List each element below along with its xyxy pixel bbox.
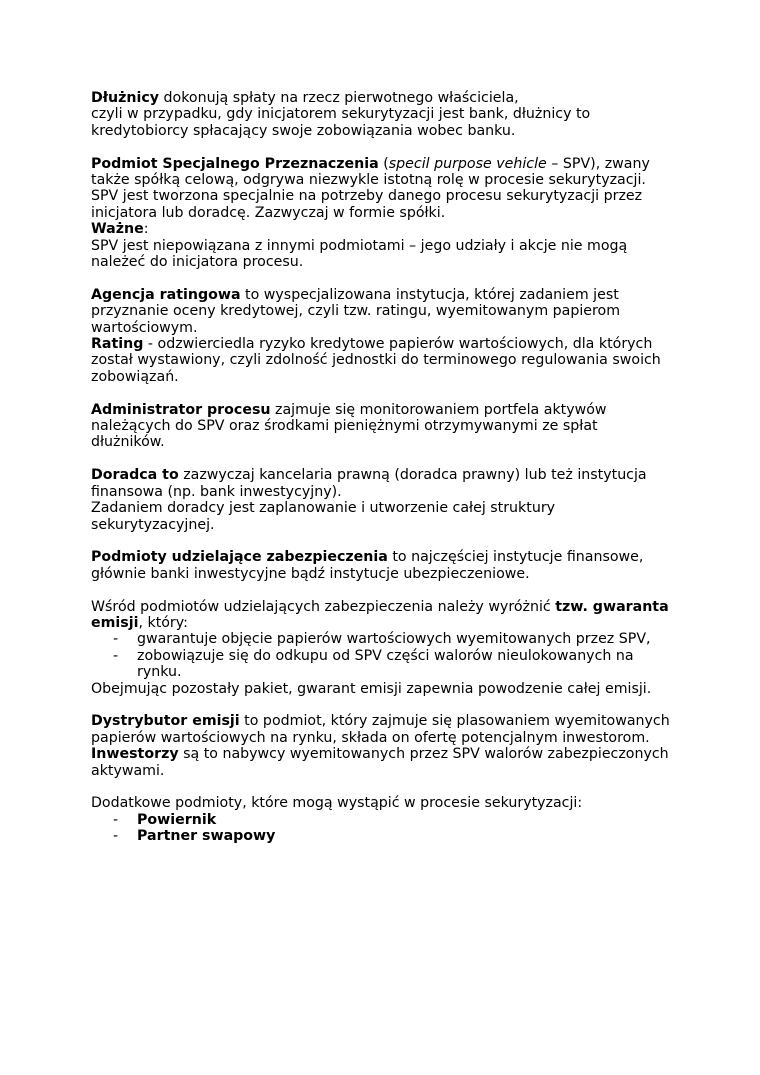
text: to najczęściej instytucje finansowe, — [387, 549, 644, 566]
term-powiernik: Powiernik — [137, 811, 217, 828]
list-item: - zobowiązuje się do odkupu od SPV części walorów nieulokowanych na rynku. — [91, 648, 657, 681]
paragraph-dodatkowe: Dodatkowe podmioty, które mogą wystąpić w procesie sekurytyzacji: — [91, 795, 583, 812]
text: papierów wartościowych na rynku, składa on ofertę potencjalnym inwestorom. — [91, 729, 650, 746]
text: zobowiązań. — [91, 368, 179, 385]
gwarant-list — [91, 631, 691, 680]
paragraph-gwarant-closing: Obejmując pozostały pakiet, gwarant emisji zapewnia powodzenie całej emisji. — [91, 680, 652, 697]
text: także spółką celową, odgrywa niezwykle istotną rolę w procesie sekurytyzacji. — [91, 172, 646, 189]
term-partner-swapowy: Partner swapowy — [137, 828, 276, 845]
paragraph-doradca — [91, 467, 691, 533]
text: Zadaniem doradcy jest zaplanowanie i utworzenie całej struktury — [91, 500, 556, 517]
text: SPV jest tworzona specjalnie na potrzeby danego procesu sekurytyzacji przez — [91, 188, 643, 205]
text: kredytobiorcy spłacający swoje zobowiązania wobec banku. — [91, 122, 516, 139]
text: to wyspecjalizowana instytucja, której zadaniem jest — [240, 286, 619, 303]
text: przyznanie oceny kredytowej, czyli tzw. ratingu, wyemitowanym papierom — [91, 303, 621, 320]
text: głównie banki inwestycyjne bądź instytucje ubezpieczeniowe. — [91, 565, 530, 582]
term-agencja: Agencja ratingowa — [91, 286, 241, 303]
paragraph-gwarant — [91, 599, 691, 632]
paragraph-administrator — [91, 402, 691, 451]
paragraph-spv — [91, 156, 691, 271]
list-item: - gwarantuje objęcie papierów wartościowych wyemitowanych przez SPV, — [91, 631, 691, 647]
term-spv: Podmiot Specjalnego Przeznaczenia — [91, 155, 379, 172]
text: Wśród podmiotów udzielających zabezpieczenia należy wyróżnić — [91, 598, 556, 615]
term-rating: Rating — [91, 336, 144, 353]
list-item — [91, 812, 691, 828]
text: należeć do inicjatora procesu. — [91, 254, 304, 271]
text: dłużników. — [91, 434, 165, 451]
paragraph-dluznicy — [91, 90, 691, 139]
text: ( — [378, 155, 389, 172]
italic-spv: specil purpose vehicle — [388, 155, 547, 172]
paragraph-agencja — [91, 287, 691, 385]
term-zabezpieczenia: Podmioty udzielające zabezpieczenia — [91, 549, 388, 566]
document-page — [91, 90, 691, 845]
text: zazwyczaj kancelaria prawną (doradca prawny) lub też instytucja — [178, 467, 647, 484]
term-dluznicy: Dłużnicy — [91, 90, 160, 106]
text: - odzwierciedla ryzyko kredytowe papierów wartościowych, dla których — [143, 336, 653, 353]
text: został wystawiony, czyli zdolność jednostki do terminowego regulowania swoich — [91, 352, 661, 369]
text: zajmuje się monitorowaniem portfela aktywów — [270, 401, 607, 418]
term-administrator: Administrator procesu — [91, 401, 271, 418]
paragraph-zabezpieczenia — [91, 549, 691, 582]
text: – SPV), zwany — [546, 155, 650, 172]
text: należących do SPV oraz środkami pieniężnymi otrzymywanymi ze spłat — [91, 418, 598, 435]
term-inwestorzy: Inwestorzy — [91, 746, 179, 763]
text: sekurytyzacyjnej. — [91, 516, 215, 533]
term-doradca: Doradca to — [91, 467, 179, 484]
term-gwarant-2: emisji — [91, 614, 139, 631]
dodatkowe-list — [91, 812, 691, 845]
text: są to nabywcy wyemitowanych przez SPV walorów zabezpieczonych — [178, 746, 669, 763]
text: aktywami. — [91, 762, 165, 779]
text: to podmiot, który zajmuje się plasowaniem wyemitowanych — [239, 713, 670, 730]
text: SPV jest niepowiązana z innymi podmiotami – jego udziały i akcje nie mogą — [91, 237, 628, 254]
text: : — [143, 221, 149, 238]
important-label: Ważne — [91, 221, 144, 238]
term-dystrybutor: Dystrybutor emisji — [91, 713, 240, 730]
text: wartościowym. — [91, 319, 198, 336]
text: czyli w przypadku, gdy inicjatorem sekurytyzacji jest bank, dłużnicy to — [91, 106, 591, 123]
text: inicjatora lub doradcę. Zazwyczaj w formie spółki. — [91, 204, 446, 221]
text: finansowa (np. bank inwestycyjny). — [91, 483, 342, 500]
text: dokonują spłaty na rzecz pierwotnego właściciela, — [159, 90, 519, 106]
term-gwarant-1: tzw. gwaranta — [555, 598, 669, 615]
text: , który: — [138, 614, 188, 631]
paragraph-dystrybutor — [91, 713, 691, 779]
list-item — [91, 828, 691, 844]
